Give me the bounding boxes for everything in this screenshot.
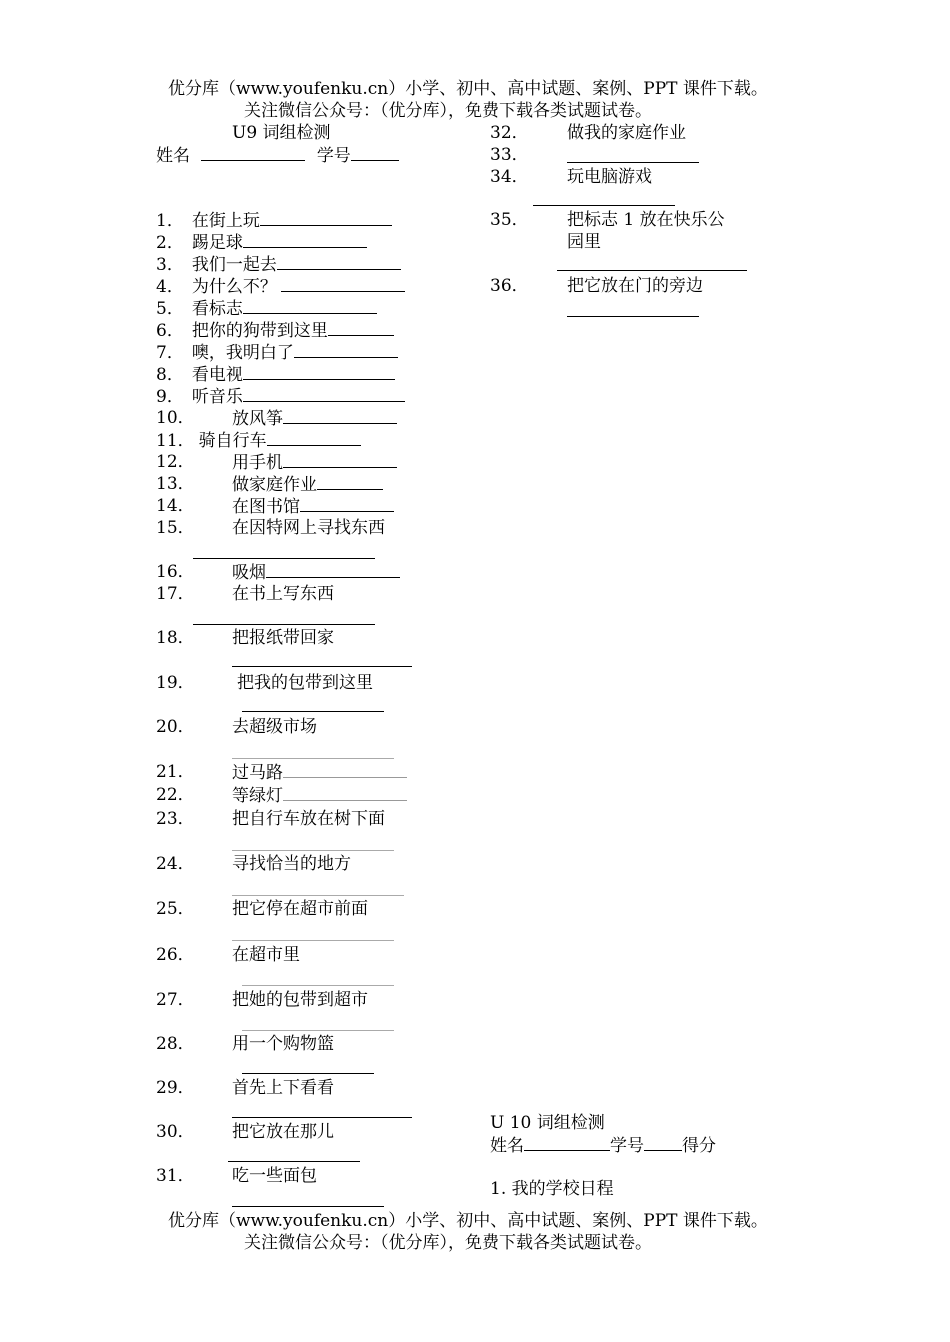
answer-blank[interactable]: [232, 895, 404, 896]
item-text: 首先上下看看: [232, 1078, 334, 1098]
answer-blank[interactable]: [242, 711, 384, 712]
item-text: 骑自行车: [198, 431, 267, 451]
item-number: 34．: [490, 167, 529, 187]
list-item: [232, 451, 397, 474]
item-number: 26．: [156, 945, 195, 965]
item-number: 9．: [156, 387, 184, 407]
answer-blank[interactable]: [232, 666, 412, 667]
list-item: [156, 319, 394, 342]
u10-name-blank[interactable]: [524, 1134, 610, 1151]
item-text: 在超市里: [232, 945, 300, 965]
answer-blank[interactable]: [232, 1206, 384, 1207]
item-text: 吸烟: [232, 563, 266, 583]
item-number: 8．: [156, 365, 184, 385]
item-text: 踢足球: [191, 233, 243, 253]
answer-blank[interactable]: [300, 495, 394, 512]
item-text: 过马路: [232, 763, 283, 783]
list-item: [156, 429, 361, 452]
list-item: [156, 385, 405, 408]
list-item: [232, 784, 407, 807]
item-number: 4．: [156, 277, 184, 297]
answer-blank[interactable]: [266, 561, 400, 578]
item-text: 听音乐: [191, 387, 243, 407]
item-number: 13．: [156, 474, 195, 494]
item-text: 把它放在那儿: [232, 1122, 334, 1142]
u9-name-row: [156, 144, 399, 167]
item-text: 把她的包带到超市: [232, 990, 368, 1010]
list-item: [156, 363, 395, 386]
item-text: 为什么不？: [191, 277, 277, 297]
answer-blank[interactable]: [243, 297, 377, 314]
item-number: 21．: [156, 762, 195, 782]
answer-blank[interactable]: [283, 761, 407, 778]
answer-blank[interactable]: [328, 319, 394, 336]
item-text: 做我的家庭作业: [567, 123, 686, 143]
item-number: 1．: [156, 211, 184, 231]
answer-blank[interactable]: [283, 451, 397, 468]
answer-blank[interactable]: [242, 1073, 374, 1074]
answer-blank[interactable]: [242, 1030, 394, 1031]
item-number: 5．: [156, 299, 184, 319]
item-text: 把我的包带到这里: [237, 673, 373, 693]
item-text: 寻找恰当的地方: [232, 854, 351, 874]
item-number: 12．: [156, 452, 195, 472]
item-text: 我们一起去: [191, 255, 277, 275]
item-number: 30．: [156, 1122, 195, 1142]
u10-name-label: 姓名: [490, 1136, 524, 1156]
item-text: 把报纸带回家: [232, 628, 334, 648]
item-text: 在图书馆: [232, 497, 300, 517]
answer-blank[interactable]: [243, 363, 395, 380]
answer-blank[interactable]: [243, 231, 367, 248]
item-text: 把它放在门的旁边: [567, 276, 703, 296]
item-text: 把它停在超市前面: [232, 899, 368, 919]
u10-name-row: [490, 1134, 716, 1157]
item-text: 用手机: [232, 453, 283, 473]
u9-name-blank[interactable]: [201, 144, 305, 161]
item-text: 做家庭作业: [232, 475, 317, 495]
answer-blank[interactable]: [277, 253, 401, 270]
item-text: 把你的狗带到这里: [191, 321, 328, 341]
item-number: 23．: [156, 809, 195, 829]
answer-blank[interactable]: [193, 624, 375, 625]
item-number: 20．: [156, 717, 195, 737]
item-text: 玩电脑游戏: [567, 167, 652, 187]
item-text: 去超级市场: [232, 717, 317, 737]
u10-score-label: 得分: [682, 1136, 716, 1156]
item-number: 25．: [156, 899, 195, 919]
u9-name-label: 姓名: [156, 146, 190, 166]
item-number: 3．: [156, 255, 184, 275]
answer-blank[interactable]: [317, 473, 383, 490]
item-text: 噢，我明白了: [191, 343, 294, 363]
u10-title: U 10 词组检测: [490, 1113, 605, 1133]
answer-blank[interactable]: [283, 407, 397, 424]
item-number: 29．: [156, 1078, 195, 1098]
item-text: 在街上玩: [191, 211, 260, 231]
answer-blank[interactable]: [228, 1161, 360, 1162]
answer-blank[interactable]: [533, 205, 675, 206]
list-item: [156, 275, 405, 298]
u9-id-label: 学号: [316, 146, 351, 166]
u10-id-label: 学号: [610, 1136, 644, 1156]
header-line-1: 优分库（www.youfenku.cn）小学、初中、高中试题、案例、PPT 课件下载。: [168, 79, 768, 99]
item-number: 27．: [156, 990, 195, 1010]
item-text: 在书上写东西: [232, 584, 334, 604]
list-item: [156, 209, 392, 232]
footer-line-1: 优分库（www.youfenku.cn）小学、初中、高中试题、案例、PPT 课件下载。: [168, 1211, 768, 1231]
item-number: 15．: [156, 518, 195, 538]
item-number: 19．: [156, 673, 195, 693]
list-item: [232, 473, 383, 496]
answer-blank[interactable]: [232, 850, 394, 851]
item-text: 把自行车放在树下面: [232, 809, 385, 829]
answer-blank[interactable]: [232, 940, 394, 941]
item-number: 33．: [490, 145, 529, 165]
item-text: 等绿灯: [232, 786, 283, 806]
answer-blank[interactable]: [232, 1117, 412, 1118]
list-item: [156, 297, 377, 320]
item-number: 31．: [156, 1166, 195, 1186]
item-number: 7．: [156, 343, 184, 363]
u9-title: U9 词组检测: [232, 123, 331, 143]
item-number: 11．: [156, 431, 195, 451]
item-number: 18．: [156, 628, 195, 648]
item-number: 16．: [156, 562, 195, 582]
item-text: 放风筝: [232, 409, 283, 429]
u10-id-blank[interactable]: [644, 1134, 682, 1151]
item-number: 28．: [156, 1034, 195, 1054]
answer-blank[interactable]: [281, 275, 405, 292]
answer-blank[interactable]: [260, 209, 392, 226]
answer-blank[interactable]: [567, 316, 699, 317]
item-text: 把标志 1 放在快乐公: [567, 210, 725, 230]
header-line-2: 关注微信公众号：（优分库），免费下载各类试题试卷。: [244, 101, 652, 121]
answer-blank[interactable]: [567, 162, 699, 163]
item-text: 在因特网上寻找东西: [232, 518, 385, 538]
item-number: 35．: [490, 210, 529, 230]
item-text: 用一个购物篮: [232, 1034, 334, 1054]
item-number: 32．: [490, 123, 529, 143]
list-item: [232, 495, 394, 518]
item-text: 看电视: [191, 365, 243, 385]
list-item: [156, 341, 398, 364]
item-text: 看标志: [191, 299, 243, 319]
item-number: 17．: [156, 584, 195, 604]
answer-blank[interactable]: [283, 784, 407, 801]
u10-item-1: 1. 我的学校日程: [490, 1179, 614, 1199]
answer-blank[interactable]: [193, 558, 375, 559]
answer-blank[interactable]: [557, 270, 747, 271]
list-item: [232, 561, 400, 584]
footer-line-2: 关注微信公众号：（优分库），免费下载各类试题试卷。: [244, 1233, 652, 1253]
answer-blank[interactable]: [243, 385, 405, 402]
answer-blank[interactable]: [267, 429, 361, 446]
item-number: 10．: [156, 408, 195, 428]
answer-blank[interactable]: [294, 341, 398, 358]
item-number: 22．: [156, 785, 195, 805]
u9-id-blank[interactable]: [351, 144, 399, 161]
answer-blank[interactable]: [232, 758, 394, 759]
answer-blank[interactable]: [242, 985, 394, 986]
item-text: 吃一些面包: [232, 1166, 317, 1186]
list-item: [156, 231, 367, 254]
list-item: [156, 253, 401, 276]
item-text-continued: 园里: [567, 232, 601, 252]
list-item: [232, 407, 397, 430]
item-number: 6．: [156, 321, 184, 341]
item-number: 36．: [490, 276, 529, 296]
item-number: 24．: [156, 854, 195, 874]
item-number: 2．: [156, 233, 184, 253]
list-item: [232, 761, 407, 784]
item-number: 14．: [156, 496, 195, 516]
